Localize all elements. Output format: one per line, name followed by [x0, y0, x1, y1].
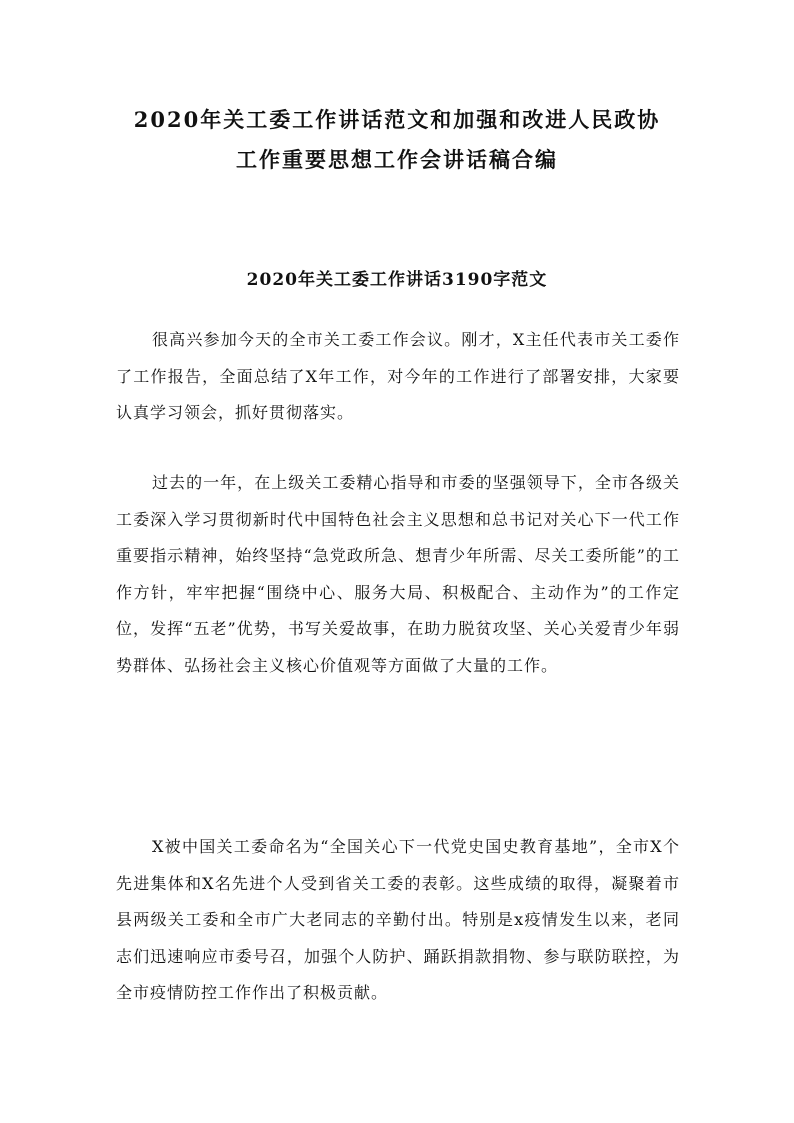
body-paragraph-3: X被中国关工委命名为“全国关心下一代党史国史教育基地”，全市X个先进集体和X名先进个人受到省关工委的表彰。这些成绩的取得，凝聚着市县两级关工委和全市广大老同志的辛勤付出。特别是x疫情发生以来，老同志们迅速响应市委号召，加强个人防护、踊跃捐款捐物、参与联防联控，为全市疫情防控工作作出了积极贡献。 — [116, 837, 680, 1002]
title-line-2: 工作重要思想工作会讲话稿合编 — [236, 147, 558, 172]
section-heading: 2020年关工委工作讲话3190字范文 — [246, 270, 548, 290]
title-line-1: 2020年关工委工作讲话范文和加强和改进人民政协 — [133, 107, 661, 132]
body-paragraph-1: 很高兴参加今天的全市关工委工作会议。刚才，X主任代表市关工委作了工作报告，全面总结了X年工作，对今年的工作进行了部署安排，大家要认真学习领会，抓好贯彻落实。 — [116, 330, 680, 422]
body-paragraph-2: 过去的一年，在上级关工委精心指导和市委的坚强领导下，全市各级关工委深入学习贯彻新时代中国特色社会主义思想和总书记对关心下一代工作重要指示精神，始终坚持“急党政所急、想青少年所需、尽关工委所能”的工作方针，牢牢把握“围绕中心、服务大局、积极配合、主动作为”的工作定位，发挥“五老”优势，书写关爱故事，在助力脱贫攻坚、关心关爱青少年弱势群体、弘扬社会主义核心价值观等方面做了大量的工作。 — [116, 473, 680, 675]
document-title — [100, 100, 694, 180]
